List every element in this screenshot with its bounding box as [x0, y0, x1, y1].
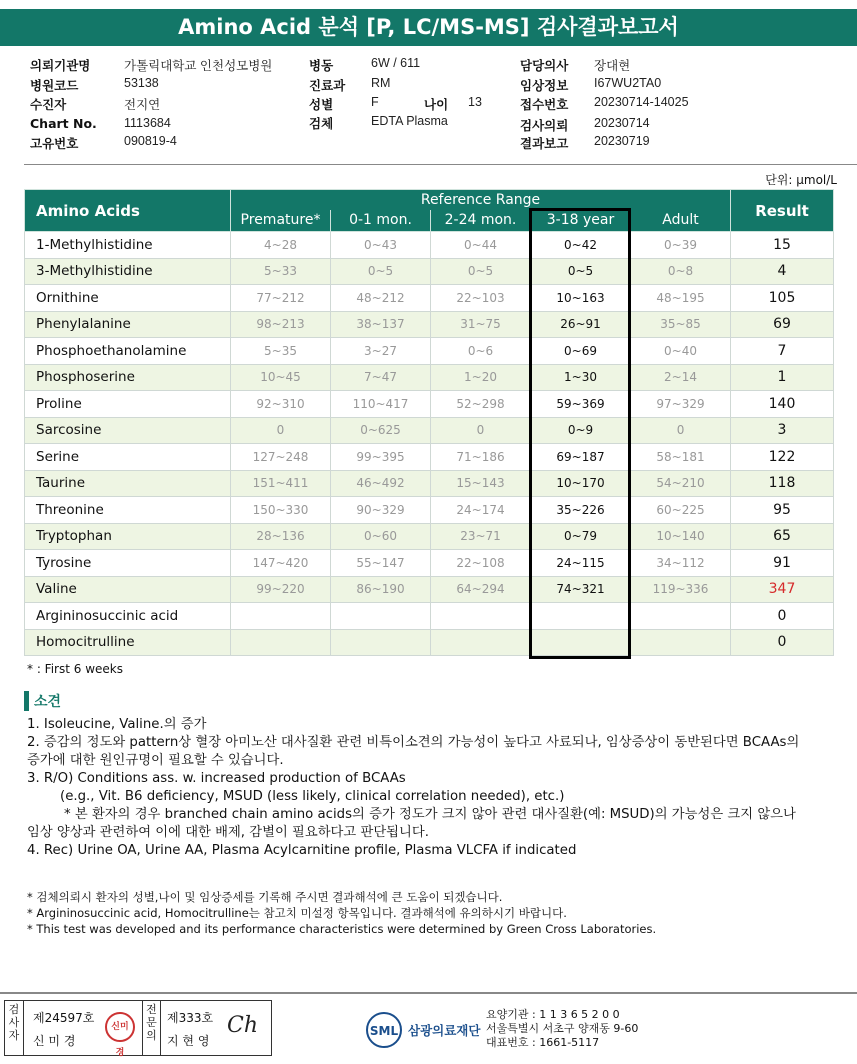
- clinical-label: 임상정보: [520, 78, 569, 93]
- 2-24-mon-range: 52~298: [431, 391, 531, 418]
- 3-18-year-range: 24~115: [531, 550, 631, 577]
- footer-divider: [0, 992, 857, 994]
- note-line: * Argininosuccinic acid, Homocitrulline는 참고치 미설정 항목입니다. 결과해석에 유의하시기 바랍니다.: [27, 906, 567, 920]
- adult-range: 35~85: [631, 311, 731, 338]
- result-value: 118: [731, 470, 834, 497]
- interp-line: 3. R/O) Conditions ass. w. increased production of BCAAs: [27, 771, 406, 786]
- subheader-premature: Premature*: [231, 210, 331, 232]
- request-label: 검사의뢰: [520, 118, 569, 133]
- adult-range: 48~195: [631, 285, 731, 312]
- table-row: [25, 417, 834, 444]
- subheader-3-18-year: 3-18 year: [531, 210, 631, 232]
- 3-18-year-range: 10~163: [531, 285, 631, 312]
- org-contact: [486, 1008, 638, 1050]
- result-value: 4: [731, 258, 834, 285]
- amino-acid-name: Homocitrulline: [25, 629, 231, 656]
- dept-label: 진료과: [309, 78, 346, 93]
- result-value: 7: [731, 338, 834, 365]
- amino-acid-name: Phosphoethanolamine: [25, 338, 231, 365]
- reviewer-name: 지 현 영: [167, 1034, 210, 1048]
- interpretation-header: [24, 690, 61, 712]
- amino-acid-name: Taurine: [25, 470, 231, 497]
- 2-24-mon-range: 0~6: [431, 338, 531, 365]
- institution-value: 가톨릭대학교 인천성모병원: [124, 59, 273, 73]
- adult-range: 0~8: [631, 258, 731, 285]
- 0-1-mon-range: 48~212: [331, 285, 431, 312]
- 0-1-mon-range: 86~190: [331, 576, 431, 603]
- premature-range: 127~248: [231, 444, 331, 471]
- table-row: [25, 523, 834, 550]
- interp-line: 증가에 대한 원인규명이 필요할 수 있습니다.: [27, 753, 284, 768]
- adult-range: 0~40: [631, 338, 731, 365]
- table-row: [25, 497, 834, 524]
- adult-range: 34~112: [631, 550, 731, 577]
- table-row: [25, 470, 834, 497]
- 2-24-mon-range: 71~186: [431, 444, 531, 471]
- institution-label: 의뢰기관명: [30, 58, 91, 73]
- amino-acid-name: 3-Methylhistidine: [25, 258, 231, 285]
- 3-18-year-range: 69~187: [531, 444, 631, 471]
- interp-line: 1. Isoleucine, Valine.의 증가: [27, 717, 207, 732]
- reviewer-label: 전문의: [142, 1001, 161, 1055]
- result-value: 140: [731, 391, 834, 418]
- patient-label: 수진자: [30, 97, 67, 112]
- table-row: [25, 364, 834, 391]
- dept-value: RM: [371, 76, 391, 90]
- 2-24-mon-range: 22~108: [431, 550, 531, 577]
- 2-24-mon-range: [431, 603, 531, 630]
- notes: [27, 889, 827, 937]
- interp-line: 임상 양상과 관련하여 이에 대한 배제, 감별이 필요하다고 판단됩니다.: [27, 825, 429, 840]
- result-value: 3: [731, 417, 834, 444]
- table-row: [25, 232, 834, 259]
- amino-acid-name: Threonine: [25, 497, 231, 524]
- result-value: 0: [731, 603, 834, 630]
- 2-24-mon-range: 24~174: [431, 497, 531, 524]
- amino-acid-name: Tryptophan: [25, 523, 231, 550]
- subheader-2-24-mon: 2-24 mon.: [431, 210, 531, 232]
- result-value: 105: [731, 285, 834, 312]
- 2-24-mon-range: 0~44: [431, 232, 531, 259]
- premature-range: 5~33: [231, 258, 331, 285]
- subheader-adult: Adult: [631, 210, 731, 232]
- 2-24-mon-range: [431, 629, 531, 656]
- ward-value: 6W / 611: [371, 56, 421, 70]
- 3-18-year-range: 26~91: [531, 311, 631, 338]
- 2-24-mon-range: 23~71: [431, 523, 531, 550]
- org-phone: 대표번호 : 1661-5117: [486, 1036, 600, 1049]
- amino-acid-name: Phenylalanine: [25, 311, 231, 338]
- premature-range: 99~220: [231, 576, 331, 603]
- examiner-label: 검사자: [5, 1001, 24, 1055]
- report-date-label: 결과보고: [520, 136, 569, 151]
- note-line: * 검체의뢰시 환자의 성별,나이 및 임상증세를 기록해 주시면 결과해석에 큰 도움이 되겠습니다.: [27, 890, 503, 904]
- premature-range: 10~45: [231, 364, 331, 391]
- 3-18-year-range: 35~226: [531, 497, 631, 524]
- examiner-license: 제24597호: [33, 1011, 95, 1025]
- result-value: 69: [731, 311, 834, 338]
- sex-value: F: [371, 95, 379, 109]
- specimen-value: EDTA Plasma: [371, 114, 448, 128]
- org-address: 서울특별시 서초구 양재동 9-60: [486, 1022, 639, 1035]
- 2-24-mon-range: 31~75: [431, 311, 531, 338]
- 0-1-mon-range: 90~329: [331, 497, 431, 524]
- result-value: 0: [731, 629, 834, 656]
- 0-1-mon-range: [331, 629, 431, 656]
- sml-logo-icon: [366, 1012, 402, 1048]
- examiner-name: 신 미 경: [33, 1034, 76, 1048]
- patient-info: [0, 52, 857, 164]
- 2-24-mon-range: 0~5: [431, 258, 531, 285]
- sml-logo-text: SML: [369, 1024, 399, 1038]
- adult-range: 58~181: [631, 444, 731, 471]
- amino-acid-name: Proline: [25, 391, 231, 418]
- report-title: Amino Acid 분석 [P, LC/MS-MS] 검사결과보고서: [0, 9, 857, 46]
- amino-acid-table: [24, 189, 834, 656]
- premature-range: [231, 629, 331, 656]
- table-row: [25, 576, 834, 603]
- examiner-seal: 신미경: [105, 1012, 135, 1042]
- note-line: * This test was developed and its performance characteristics were determined by Green Cross Laboratories.: [27, 922, 657, 936]
- amino-acid-name: 1-Methylhistidine: [25, 232, 231, 259]
- 3-18-year-range: 1~30: [531, 364, 631, 391]
- 2-24-mon-range: 22~103: [431, 285, 531, 312]
- adult-range: 0~39: [631, 232, 731, 259]
- adult-range: [631, 629, 731, 656]
- table-row: [25, 285, 834, 312]
- info-divider: [24, 164, 857, 165]
- age-label: 나이: [424, 97, 449, 112]
- interp-line: * 본 환자의 경우 branched chain amino acids의 증가 정도가 크지 않아 관련 대사질환(예: MSUD)의 가능성은 크지 않으나: [64, 807, 796, 822]
- 0-1-mon-range: [331, 603, 431, 630]
- header-reference-range: Reference Range: [231, 190, 731, 210]
- unique-no-label: 고유번호: [30, 136, 79, 151]
- header-amino-acids: Amino Acids: [25, 190, 231, 232]
- chart-no-label: Chart No.: [30, 116, 97, 131]
- 2-24-mon-range: 15~143: [431, 470, 531, 497]
- doctor-label: 담당의사: [520, 58, 569, 73]
- adult-range: 0: [631, 417, 731, 444]
- interpretation-title: 소견: [34, 694, 62, 710]
- 0-1-mon-range: 55~147: [331, 550, 431, 577]
- premature-range: 92~310: [231, 391, 331, 418]
- age-value: 13: [468, 95, 482, 109]
- interpretation-text: [27, 716, 827, 860]
- doctor-value: 장대현: [594, 59, 631, 73]
- org-name: 삼광의료재단: [408, 1023, 481, 1038]
- amino-acid-name: Serine: [25, 444, 231, 471]
- premature-range: 151~411: [231, 470, 331, 497]
- hospital-code-label: 병원코드: [30, 78, 79, 93]
- sex-label: 성별: [309, 97, 334, 112]
- 2-24-mon-range: 1~20: [431, 364, 531, 391]
- clinical-value: I67WU2TA0: [594, 76, 662, 90]
- amino-acid-name: Sarcosine: [25, 417, 231, 444]
- section-marker: [24, 691, 29, 711]
- premature-footnote: * : First 6 weeks: [27, 662, 123, 676]
- 3-18-year-range: 59~369: [531, 391, 631, 418]
- ward-label: 병동: [309, 58, 334, 73]
- amino-acid-name: Valine: [25, 576, 231, 603]
- 0-1-mon-range: 110~417: [331, 391, 431, 418]
- adult-range: 2~14: [631, 364, 731, 391]
- premature-range: 147~420: [231, 550, 331, 577]
- 3-18-year-range: 74~321: [531, 576, 631, 603]
- premature-range: 5~35: [231, 338, 331, 365]
- premature-range: 4~28: [231, 232, 331, 259]
- premature-range: 98~213: [231, 311, 331, 338]
- adult-range: 54~210: [631, 470, 731, 497]
- table-row: [25, 550, 834, 577]
- table-row: [25, 391, 834, 418]
- table-row: [25, 603, 834, 630]
- unit-label: 단위: μmol/L: [765, 173, 837, 187]
- table-row: [25, 311, 834, 338]
- 0-1-mon-range: 0~5: [331, 258, 431, 285]
- premature-range: 77~212: [231, 285, 331, 312]
- 0-1-mon-range: 99~395: [331, 444, 431, 471]
- signature-box: [4, 1000, 272, 1056]
- table-body: [25, 232, 834, 656]
- hospital-code-value: 53138: [124, 76, 159, 90]
- interp-line: 2. 증감의 정도와 pattern상 혈장 아미노산 대사질환 관련 비특이소견의 가능성이 높다고 사료되나, 임상증상이 동반된다면 BCAAs의: [27, 735, 800, 750]
- premature-range: [231, 603, 331, 630]
- 0-1-mon-range: 38~137: [331, 311, 431, 338]
- result-value: 65: [731, 523, 834, 550]
- receipt-label: 접수번호: [520, 97, 569, 112]
- specimen-label: 검체: [309, 116, 334, 131]
- report-date-value: 20230719: [594, 134, 650, 148]
- 3-18-year-range: 0~79: [531, 523, 631, 550]
- premature-range: 150~330: [231, 497, 331, 524]
- result-value: 15: [731, 232, 834, 259]
- table-row: [25, 444, 834, 471]
- request-value: 20230714: [594, 116, 650, 130]
- patient-value: 전지연: [124, 98, 161, 112]
- receipt-value: 20230714-14025: [594, 95, 689, 109]
- reviewer-license: 제333호: [167, 1011, 214, 1025]
- 0-1-mon-range: 0~43: [331, 232, 431, 259]
- adult-range: [631, 603, 731, 630]
- 0-1-mon-range: 0~625: [331, 417, 431, 444]
- 3-18-year-range: 0~42: [531, 232, 631, 259]
- 0-1-mon-range: 7~47: [331, 364, 431, 391]
- amino-acid-name: Argininosuccinic acid: [25, 603, 231, 630]
- institution-code: 요양기관 : 1 1 3 6 5 2 0 0: [486, 1008, 620, 1021]
- 3-18-year-range: 10~170: [531, 470, 631, 497]
- table-row: [25, 629, 834, 656]
- 0-1-mon-range: 46~492: [331, 470, 431, 497]
- 0-1-mon-range: 0~60: [331, 523, 431, 550]
- adult-range: 97~329: [631, 391, 731, 418]
- 3-18-year-range: 0~9: [531, 417, 631, 444]
- table-row: [25, 338, 834, 365]
- 2-24-mon-range: 0: [431, 417, 531, 444]
- amino-acid-name: Ornithine: [25, 285, 231, 312]
- 3-18-year-range: 0~69: [531, 338, 631, 365]
- premature-range: 28~136: [231, 523, 331, 550]
- unique-no-value: 090819-4: [124, 134, 177, 148]
- adult-range: 10~140: [631, 523, 731, 550]
- result-value: 95: [731, 497, 834, 524]
- 0-1-mon-range: 3~27: [331, 338, 431, 365]
- amino-acid-name: Tyrosine: [25, 550, 231, 577]
- result-value: 347: [731, 576, 834, 603]
- adult-range: 119~336: [631, 576, 731, 603]
- chart-no-value: 1113684: [124, 116, 171, 130]
- premature-range: 0: [231, 417, 331, 444]
- header-result: Result: [731, 190, 834, 232]
- table-row: [25, 258, 834, 285]
- adult-range: 60~225: [631, 497, 731, 524]
- amino-acid-name: Phosphoserine: [25, 364, 231, 391]
- 2-24-mon-range: 64~294: [431, 576, 531, 603]
- 3-18-year-range: [531, 603, 631, 630]
- result-value: 91: [731, 550, 834, 577]
- result-value: 1: [731, 364, 834, 391]
- interp-line: (e.g., Vit. B6 deficiency, MSUD (less likely, clinical correlation needed), etc.): [60, 789, 565, 804]
- reviewer-signature: Ch: [227, 1013, 259, 1038]
- interp-line: 4. Rec) Urine OA, Urine AA, Plasma Acylcarnitine profile, Plasma VLCFA if indicated: [27, 843, 577, 858]
- subheader-0-1-mon: 0-1 mon.: [331, 210, 431, 232]
- 3-18-year-range: [531, 629, 631, 656]
- result-value: 122: [731, 444, 834, 471]
- 3-18-year-range: 0~5: [531, 258, 631, 285]
